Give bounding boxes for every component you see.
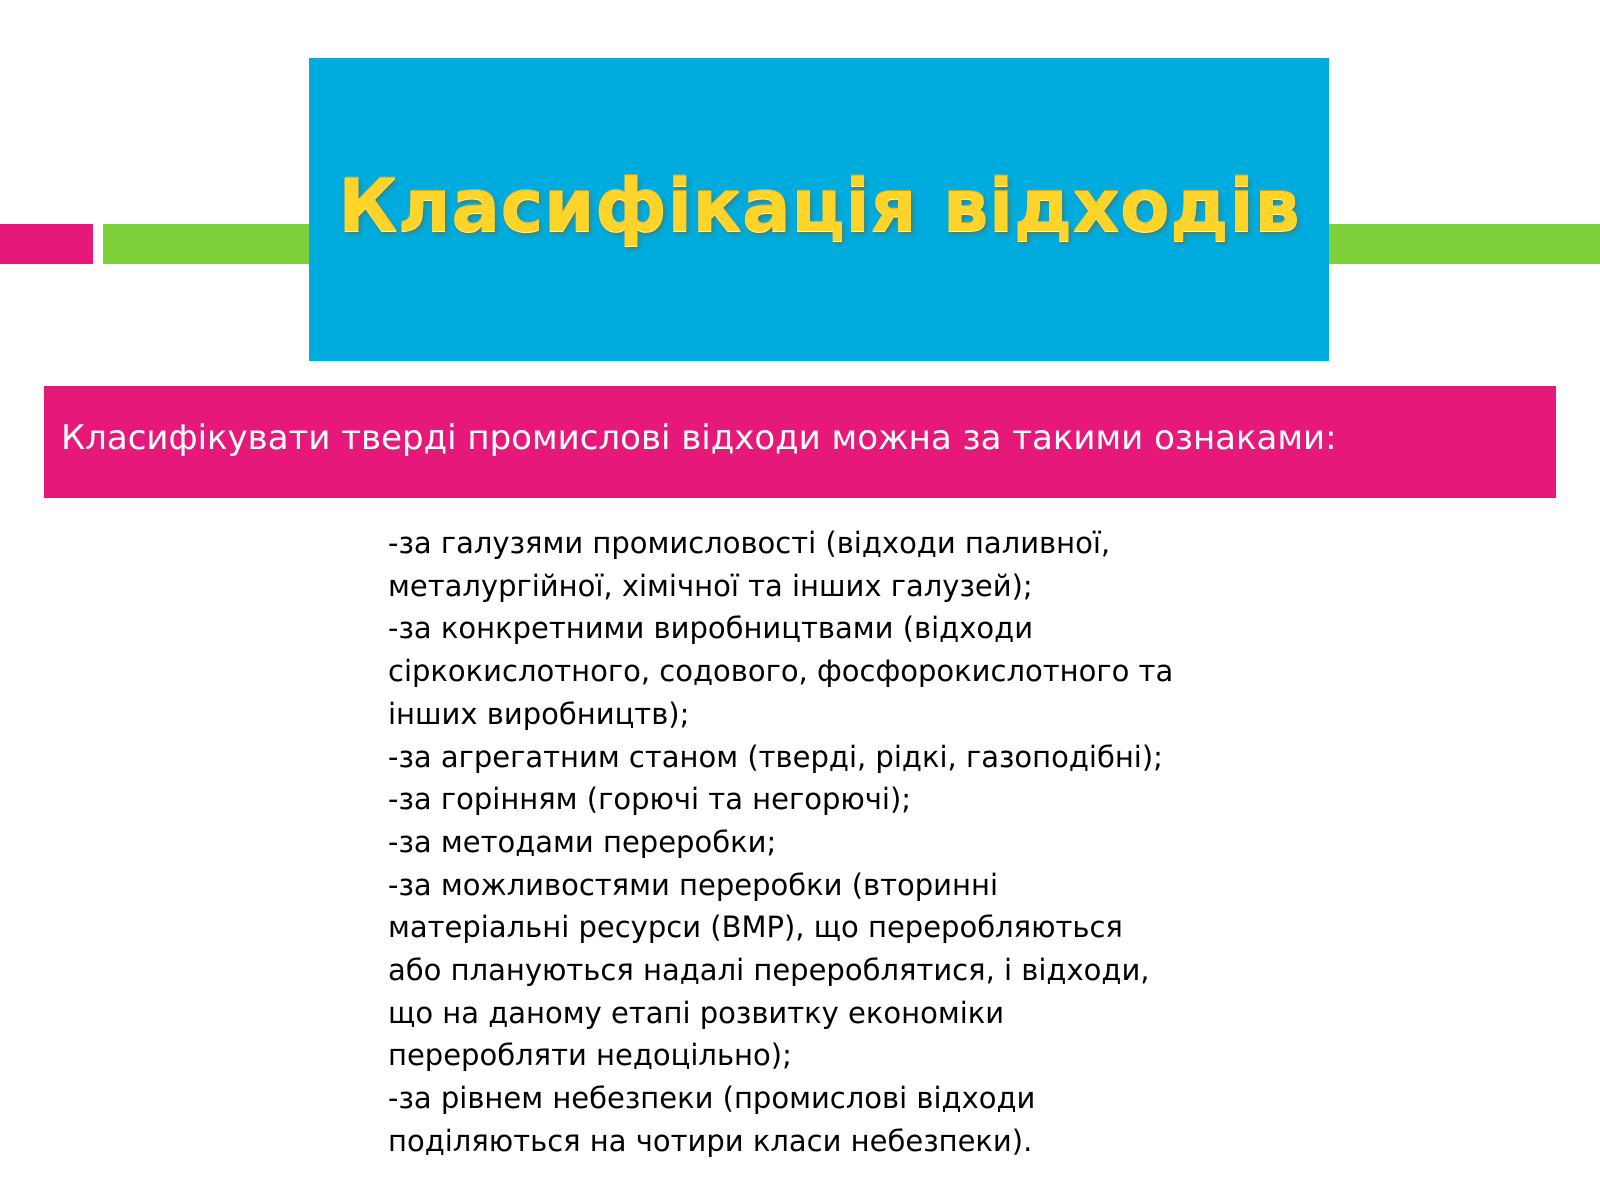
decorative-green-bar-right bbox=[1325, 224, 1600, 264]
body-line: -за методами переробки; bbox=[388, 824, 777, 859]
body-line: -за можливостями переробки (вторинні bbox=[388, 867, 999, 902]
body-line: інших виробництв); bbox=[388, 696, 690, 731]
body-line: переробляти недоцільно); bbox=[388, 1038, 792, 1073]
body-line: матеріальні ресурси (ВМР), що переробляються bbox=[388, 910, 1123, 945]
body-line: -за горінням (горючі та негорючі); bbox=[388, 782, 912, 817]
body-line: сіркокислотного, содового, фосфорокислотного та bbox=[388, 654, 1174, 689]
body-line: -за галузями промисловості (відходи паливної, bbox=[388, 526, 1111, 560]
slide-subtitle: Класифікувати тверді промислові відходи можна за такими ознаками: bbox=[61, 418, 1337, 458]
decorative-pink-bar bbox=[0, 224, 93, 264]
slide-title: Класифікація відходів bbox=[337, 164, 1301, 249]
body-line: -за рівнем небезпеки (промислові відходи bbox=[388, 1081, 1036, 1116]
classification-list bbox=[388, 522, 1178, 1163]
body-line: або плануються надалі перероблятися, і відходи, bbox=[388, 953, 1150, 988]
title-box bbox=[309, 58, 1329, 361]
body-line: -за агрегатним станом (тверді, рідкі, газоподібні); bbox=[388, 739, 1163, 774]
body-line: поділяються на чотири класи небезпеки). bbox=[388, 1123, 1033, 1158]
body-line: металургійної, хімічної та інших галузей); bbox=[388, 568, 1033, 603]
body-line: що на даному етапі розвитку економіки bbox=[388, 995, 1005, 1030]
subtitle-band bbox=[44, 386, 1556, 498]
decorative-green-bar-left bbox=[103, 224, 318, 264]
body-line: -за конкретними виробництвами (відходи bbox=[388, 611, 1034, 646]
